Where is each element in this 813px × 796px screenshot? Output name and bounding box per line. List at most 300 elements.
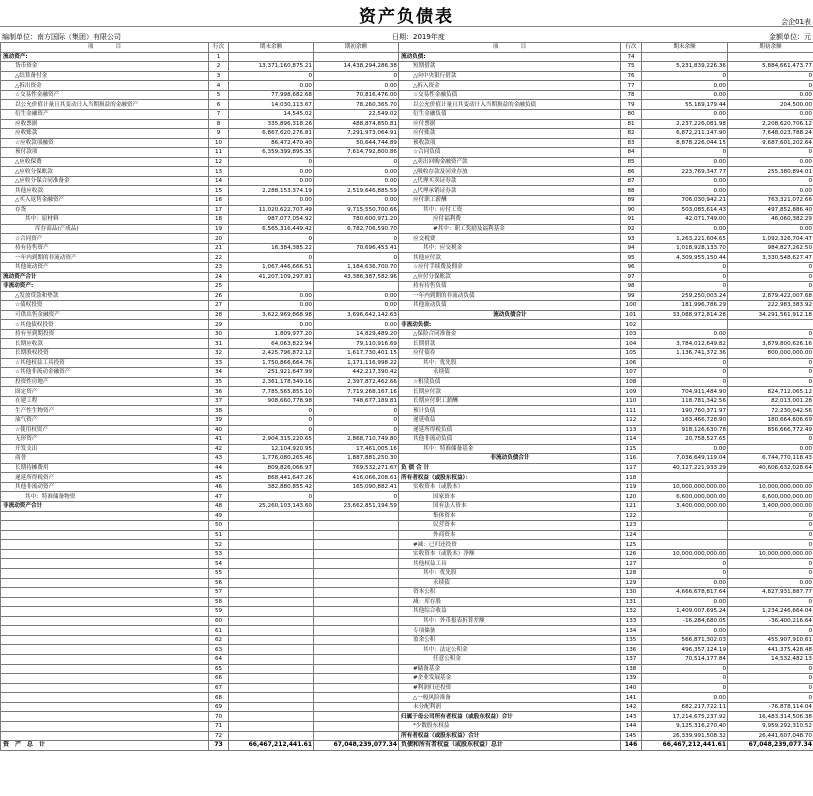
cell-end-right [642, 521, 728, 531]
cell-line-right: 129 [621, 578, 642, 588]
company-name: 编制单位：南方国际（集团）有限公司 [2, 33, 121, 41]
cell-begin-left: 1,617,730,401.15 [314, 349, 399, 359]
cell-line-right: 104 [621, 339, 642, 349]
cell-item-left: 递延所得税资产 [1, 473, 209, 483]
table-row [1, 396, 813, 406]
cell-line-left: 13 [209, 167, 229, 177]
cell-begin-left: 0 [314, 71, 399, 81]
cell-line-right: 138 [621, 664, 642, 674]
cell-begin-left [314, 721, 399, 731]
cell-begin-right: 7,648,023,788.24 [728, 129, 813, 139]
cell-end-right: 0.00 [642, 578, 728, 588]
cell-item-left: ☆其他权益工具投资 [1, 358, 209, 368]
table-row [1, 100, 813, 110]
table-row [1, 454, 813, 464]
cell-begin-left: 22,549.02 [314, 109, 399, 119]
cell-end-right: 0.00 [642, 597, 728, 607]
cell-end-right: 40,127,221,933.29 [642, 463, 728, 473]
cell-begin-right [728, 52, 813, 62]
cell-end-right: 17,214,675,237.92 [642, 712, 728, 722]
cell-item-left: 生产性生物资产 [1, 406, 209, 416]
cell-begin-right: 0.00 [728, 224, 813, 234]
cell-item-left [1, 597, 209, 607]
header-end-right: 期末余额 [642, 43, 728, 53]
table-row [1, 645, 813, 655]
cell-begin-left: 416,066,208.61 [314, 473, 399, 483]
cell-end-left: 25,260,103,143.60 [229, 502, 314, 512]
table-row [1, 607, 813, 617]
cell-line-right: 110 [621, 396, 642, 406]
cell-begin-left: 70,816,476.00 [314, 90, 399, 100]
cell-begin-right: 46,060,382.29 [728, 215, 813, 225]
cell-item-right: 短期借款 [399, 62, 621, 72]
cell-begin-left: 3,696,642,142.63 [314, 310, 399, 320]
cell-line-left: 29 [209, 320, 229, 330]
cell-end-right [642, 540, 728, 550]
cell-item-left: △拆出资金 [1, 81, 209, 91]
cell-item-right: 长期应付款 [399, 387, 621, 397]
cell-line-left: 23 [209, 262, 229, 272]
cell-begin-right: 984,827,262.50 [728, 243, 813, 253]
cell-end-right: 6,872,211,147.90 [642, 129, 728, 139]
table-row [1, 406, 813, 416]
cell-item-left: △应收分保账款 [1, 167, 209, 177]
cell-item-left: 库存商品(产成品) [1, 224, 209, 234]
cell-end-left: 0 [229, 415, 314, 425]
cell-begin-left: 0.00 [314, 167, 399, 177]
cell-begin-left: 748,677,189.81 [314, 396, 399, 406]
cell-line-left: 40 [209, 425, 229, 435]
table-row [1, 387, 813, 397]
table-row [1, 349, 813, 359]
cell-item-right: 其他流动负债 [399, 301, 621, 311]
cell-end-right: 33,088,972,814.28 [642, 310, 728, 320]
cell-begin-right: 0.00 [728, 109, 813, 119]
cell-end-left: 1,750,866,664.76 [229, 358, 314, 368]
cell-line-right: 91 [621, 215, 642, 225]
cell-end-right: 118,781,342.56 [642, 396, 728, 406]
cell-item-left: 其他应收款 [1, 186, 209, 196]
title-rule [0, 26, 813, 27]
table-row [1, 368, 813, 378]
cell-item-right: 归属于母公司所有者权益（或股东权益）合计 [399, 712, 621, 722]
cell-begin-right [728, 320, 813, 330]
cell-begin-left [314, 616, 399, 626]
cell-end-left: 0.00 [229, 81, 314, 91]
cell-line-right: 80 [621, 109, 642, 119]
cell-item-right: 其中：优先股 [399, 358, 621, 368]
cell-end-left [229, 521, 314, 531]
cell-item-right: 预收款项 [399, 138, 621, 148]
cell-begin-right: 67,048,239,077.34 [728, 741, 813, 751]
cell-begin-right: 455,907,910.61 [728, 635, 813, 645]
cell-end-left [229, 626, 314, 636]
cell-begin-right: 0 [728, 511, 813, 521]
cell-item-left: 非流动资产: [1, 282, 209, 292]
cell-line-left: 49 [209, 511, 229, 521]
cell-line-left: 22 [209, 253, 229, 263]
cell-begin-left [314, 693, 399, 703]
cell-item-right: ☆合同负债 [399, 148, 621, 158]
cell-begin-left: 0.00 [314, 301, 399, 311]
cell-line-right: 134 [621, 626, 642, 636]
cell-end-left: 0.00 [229, 167, 314, 177]
cell-begin-right: 72,230,042.56 [728, 406, 813, 416]
cell-item-left: △应收保费 [1, 157, 209, 167]
cell-end-left [229, 607, 314, 617]
cell-end-right: 0.00 [642, 693, 728, 703]
cell-item-left: 投资性房地产 [1, 377, 209, 387]
cell-item-right: 应付职工薪酬 [399, 196, 621, 206]
cell-begin-left: 50,644,744.89 [314, 138, 399, 148]
cell-begin-left [314, 674, 399, 684]
cell-end-left [229, 549, 314, 559]
cell-item-left: ☆交易性金融资产 [1, 90, 209, 100]
cell-begin-right: 1,234,246,664.04 [728, 607, 813, 617]
cell-line-right: 133 [621, 616, 642, 626]
cell-begin-left: 0.00 [314, 81, 399, 91]
cell-end-left: 0.00 [229, 301, 314, 311]
table-row [1, 157, 813, 167]
cell-begin-right: 0 [728, 81, 813, 91]
cell-end-right: 0.00 [642, 186, 728, 196]
cell-begin-left: 7,719,268,167.16 [314, 387, 399, 397]
cell-line-right: 79 [621, 100, 642, 110]
cell-end-right: 0 [642, 71, 728, 81]
cell-line-left: 6 [209, 100, 229, 110]
cell-end-left [229, 52, 314, 62]
cell-item-left: 商誉 [1, 454, 209, 464]
cell-line-left: 65 [209, 664, 229, 674]
table-row [1, 626, 813, 636]
cell-begin-left: 70,696,453.41 [314, 243, 399, 253]
cell-end-right: 0.00 [642, 444, 728, 454]
cell-end-left [229, 683, 314, 693]
cell-item-left: △结算备付金 [1, 71, 209, 81]
cell-item-right: 减：库存股 [399, 597, 621, 607]
header-item-left: 项 目 [1, 43, 209, 53]
cell-line-left: 66 [209, 674, 229, 684]
cell-end-left: 868,441,647.26 [229, 473, 314, 483]
cell-line-right: 106 [621, 358, 642, 368]
cell-line-left: 51 [209, 530, 229, 540]
cell-item-left: 油气资产 [1, 415, 209, 425]
cell-item-left: ☆其他债权投资 [1, 320, 209, 330]
table-row [1, 521, 813, 531]
cell-begin-left: 0.00 [314, 176, 399, 186]
cell-begin-left [314, 588, 399, 598]
cell-begin-right: 0 [728, 568, 813, 578]
cell-begin-left [314, 664, 399, 674]
cell-item-left [1, 616, 209, 626]
cell-item-right: △向中央银行借款 [399, 71, 621, 81]
cell-end-right: 0 [642, 368, 728, 378]
cell-item-left [1, 578, 209, 588]
cell-item-left: 其中：特准储备物资 [1, 492, 209, 502]
cell-line-left: 34 [209, 368, 229, 378]
cell-end-right: 496,357,124.19 [642, 645, 728, 655]
cell-line-right: 126 [621, 549, 642, 559]
cell-item-left [1, 626, 209, 636]
table-row [1, 301, 813, 311]
cell-line-right: 100 [621, 301, 642, 311]
cell-end-left [229, 578, 314, 588]
cell-begin-left: 67,048,239,077.34 [314, 741, 399, 751]
cell-begin-left [314, 578, 399, 588]
cell-item-right: 一年内到期的非流动负债 [399, 291, 621, 301]
cell-item-right: 其中：优先股 [399, 568, 621, 578]
cell-line-right: 113 [621, 425, 642, 435]
cell-item-right: 任意公积金 [399, 655, 621, 665]
cell-line-right: 118 [621, 473, 642, 483]
cell-item-left: △买入返售金融资产 [1, 196, 209, 206]
table-row [1, 71, 813, 81]
cell-line-right: 88 [621, 186, 642, 196]
table-row [1, 588, 813, 598]
cell-begin-left [314, 712, 399, 722]
cell-begin-left [314, 52, 399, 62]
cell-item-right: 集体资本 [399, 511, 621, 521]
cell-end-left: 0 [229, 425, 314, 435]
cell-begin-right: 222,983,383.92 [728, 301, 813, 311]
cell-begin-right: 2,879,422,007.68 [728, 291, 813, 301]
cell-end-right [642, 320, 728, 330]
cell-line-left: 50 [209, 521, 229, 531]
cell-item-left [1, 683, 209, 693]
table-row [1, 655, 813, 665]
cell-line-left: 38 [209, 406, 229, 416]
cell-begin-left [314, 597, 399, 607]
cell-item-right: 实收资本（或股本） [399, 482, 621, 492]
cell-begin-left [314, 549, 399, 559]
cell-item-right: ☆应付手续费及佣金 [399, 262, 621, 272]
cell-end-right: 0.00 [642, 626, 728, 636]
cell-end-left: 66,467,212,441.61 [229, 741, 314, 751]
cell-item-left [1, 664, 209, 674]
currency-unit: 金额单位：元 [769, 33, 811, 41]
cell-item-right: 其中：外币报表折算差额 [399, 616, 621, 626]
cell-line-right: 81 [621, 119, 642, 129]
cell-begin-left [314, 626, 399, 636]
cell-item-right: 其中：应交税金 [399, 243, 621, 253]
table-row [1, 224, 813, 234]
table-row [1, 415, 813, 425]
cell-end-left [229, 282, 314, 292]
cell-begin-right: 4,827,931,887.77 [728, 588, 813, 598]
cell-end-right: 0 [642, 568, 728, 578]
cell-begin-right: 0 [728, 693, 813, 703]
cell-line-right: 92 [621, 224, 642, 234]
cell-end-right: 10,000,000,000.00 [642, 549, 728, 559]
cell-line-right: 132 [621, 607, 642, 617]
cell-end-right: 1,018,928,133.70 [642, 243, 728, 253]
cell-item-left: 其他非流动资产 [1, 482, 209, 492]
cell-end-left: 0 [229, 234, 314, 244]
cell-end-right: 0.00 [642, 81, 728, 91]
table-row [1, 511, 813, 521]
table-row [1, 530, 813, 540]
cell-line-right: 141 [621, 693, 642, 703]
cell-begin-left: 2,519,646,885.59 [314, 186, 399, 196]
cell-end-left: 16,384,385.22 [229, 243, 314, 253]
page-title: 资产负债表 [359, 7, 454, 27]
cell-end-left [229, 693, 314, 703]
cell-end-right: 1,136,741,372.36 [642, 349, 728, 359]
cell-end-left [229, 597, 314, 607]
cell-begin-right [728, 473, 813, 483]
cell-begin-right: 763,321,072.66 [728, 196, 813, 206]
cell-line-left: 26 [209, 291, 229, 301]
table-row [1, 138, 813, 148]
table-row [1, 463, 813, 473]
cell-line-right: 124 [621, 530, 642, 540]
cell-end-right [642, 52, 728, 62]
cell-begin-left: 0 [314, 157, 399, 167]
cell-begin-right: 0 [728, 521, 813, 531]
cell-end-left: 0.00 [229, 320, 314, 330]
table-row [1, 683, 813, 693]
cell-end-left: 335,896,318.26 [229, 119, 314, 129]
cell-begin-left: 769,532,271.67 [314, 463, 399, 473]
cell-end-left: 64,063,822.94 [229, 339, 314, 349]
cell-end-left: 3,622,969,868.98 [229, 310, 314, 320]
cell-item-left: 应收账款 [1, 129, 209, 139]
cell-begin-right: 441,375,428.48 [728, 645, 813, 655]
cell-line-right: 85 [621, 157, 642, 167]
cell-end-right: 1,263,221,604.65 [642, 234, 728, 244]
cell-begin-left: 14,438,294,286.38 [314, 62, 399, 72]
cell-item-right: 其他权益工具 [399, 559, 621, 569]
cell-line-left: 14 [209, 176, 229, 186]
cell-end-right: 566,871,302.03 [642, 635, 728, 645]
cell-item-right: 永续债 [399, 578, 621, 588]
cell-end-right: 0.00 [642, 329, 728, 339]
cell-line-right: 130 [621, 588, 642, 598]
cell-line-left: 47 [209, 492, 229, 502]
cell-end-right: 0 [642, 282, 728, 292]
table-row [1, 741, 813, 751]
cell-begin-right: 5,884,661,473.77 [728, 62, 813, 72]
cell-line-right: 136 [621, 645, 642, 655]
table-row [1, 693, 813, 703]
cell-end-right: 2,237,226,081.98 [642, 119, 728, 129]
cell-end-left [229, 712, 314, 722]
table-row [1, 167, 813, 177]
cell-line-left: 45 [209, 473, 229, 483]
table-row [1, 329, 813, 339]
cell-line-right: 135 [621, 635, 642, 645]
table-row [1, 435, 813, 445]
cell-begin-right: 2,208,620,706.12 [728, 119, 813, 129]
cell-line-right: 98 [621, 282, 642, 292]
report-date: 日期：2019年度 [392, 33, 445, 41]
cell-item-right: #减：已归还投资 [399, 540, 621, 550]
header-line-right: 行次 [621, 43, 642, 53]
cell-item-left [1, 559, 209, 569]
cell-item-right: 资本公积 [399, 588, 621, 598]
cell-line-right: 93 [621, 234, 642, 244]
cell-item-right: 递延收益 [399, 415, 621, 425]
cell-begin-left [314, 540, 399, 550]
table-row [1, 482, 813, 492]
cell-begin-left: 79,110,916.69 [314, 339, 399, 349]
cell-end-left [229, 645, 314, 655]
cell-end-left: 0.00 [229, 291, 314, 301]
cell-end-right: 5,231,839,226.36 [642, 62, 728, 72]
table-row [1, 62, 813, 72]
cell-end-right: 0 [642, 664, 728, 674]
cell-begin-left: 14,829,489.20 [314, 329, 399, 339]
cell-end-right: 1,409,007,695.24 [642, 607, 728, 617]
cell-end-left: 1,776,080,265.46 [229, 454, 314, 464]
cell-end-right: 26,339,991,508.32 [642, 731, 728, 741]
table-row [1, 119, 813, 129]
cell-begin-left [314, 607, 399, 617]
cell-begin-right: 26,441,607,048.70 [728, 731, 813, 741]
cell-end-right: 9,125,316,270.40 [642, 721, 728, 731]
cell-item-left [1, 635, 209, 645]
cell-item-left: 流动资产: [1, 52, 209, 62]
cell-line-left: 59 [209, 607, 229, 617]
cell-end-right: 0 [642, 358, 728, 368]
cell-item-left: 以公允价值计量且其变动计入当期损益的金融资产 [1, 100, 209, 110]
cell-line-right: 120 [621, 492, 642, 502]
cell-begin-right: 10,000,000,000.00 [728, 482, 813, 492]
cell-line-right: 105 [621, 349, 642, 359]
cell-item-right: ☆交易性金融负债 [399, 90, 621, 100]
table-row [1, 731, 813, 741]
table-row [1, 215, 813, 225]
cell-line-left: 16 [209, 196, 229, 206]
cell-end-left: 6,565,316,449.42 [229, 224, 314, 234]
cell-begin-right: 0 [728, 282, 813, 292]
cell-begin-right: 800,000,000.00 [728, 349, 813, 359]
cell-end-right: 163,466,728.90 [642, 415, 728, 425]
cell-item-left [1, 607, 209, 617]
cell-item-left: 长期应收款 [1, 339, 209, 349]
table-row [1, 52, 813, 62]
cell-begin-left: 0.00 [314, 291, 399, 301]
cell-line-right: 78 [621, 90, 642, 100]
table-row [1, 253, 813, 263]
cell-end-left: 12,104,920.95 [229, 444, 314, 454]
cell-begin-right: 0 [728, 71, 813, 81]
cell-end-left: 1,067,446,666.51 [229, 262, 314, 272]
cell-item-left: 存货 [1, 205, 209, 215]
cell-line-right: 123 [621, 521, 642, 531]
cell-begin-left [314, 568, 399, 578]
cell-item-right: △代理买卖证券款 [399, 176, 621, 186]
cell-item-left [1, 721, 209, 731]
cell-begin-right: 9,959,292,310.52 [728, 721, 813, 731]
cell-end-left: 251,921,647.99 [229, 368, 314, 378]
table-row [1, 549, 813, 559]
cell-item-right: 其中：特准储备基金 [399, 444, 621, 454]
cell-begin-right: 0.00 [728, 578, 813, 588]
cell-item-right: 民营资本 [399, 521, 621, 531]
cell-end-left: 14,545.02 [229, 109, 314, 119]
cell-line-right: 115 [621, 444, 642, 454]
cell-line-left: 33 [209, 358, 229, 368]
cell-item-right: 递延所得税负债 [399, 425, 621, 435]
cell-begin-right: 6,744,770,118.43 [728, 454, 813, 464]
cell-end-left [229, 616, 314, 626]
cell-item-right: 长期借款 [399, 339, 621, 349]
cell-line-right: 144 [621, 721, 642, 731]
cell-item-left: 应收票据 [1, 119, 209, 129]
cell-end-left: 2,425,796,872.12 [229, 349, 314, 359]
cell-line-left: 3 [209, 71, 229, 81]
